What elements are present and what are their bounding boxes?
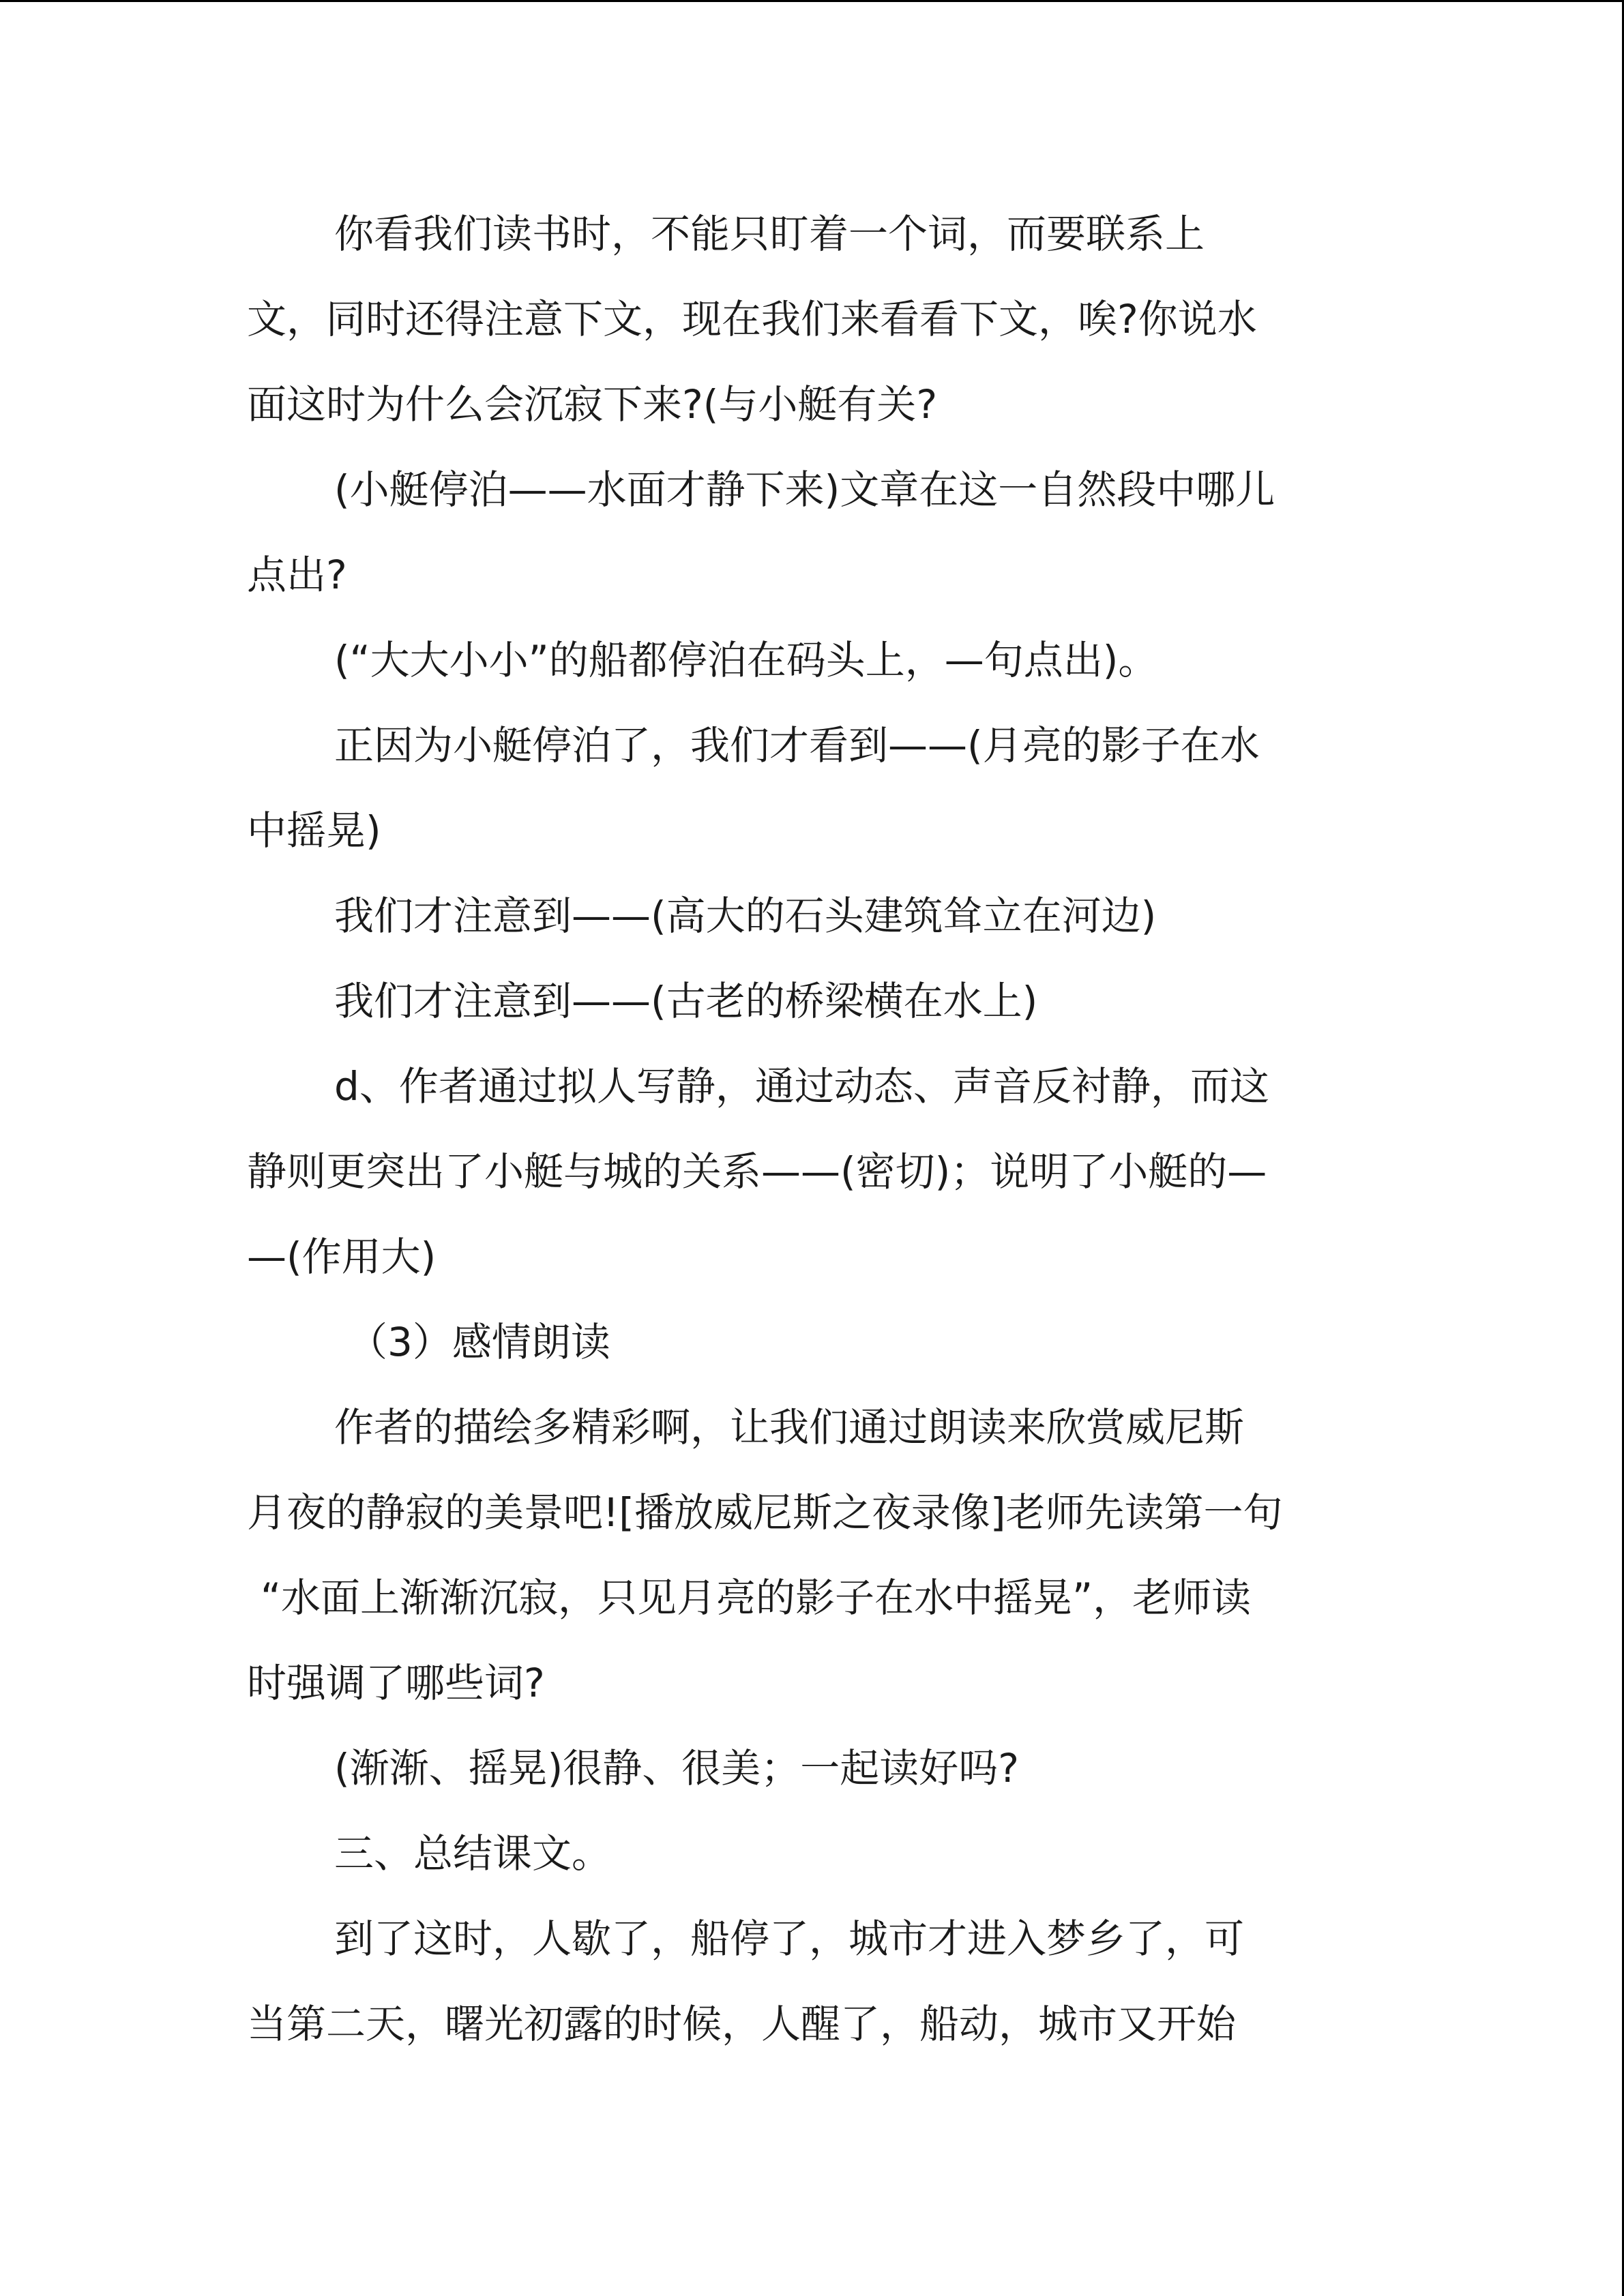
paragraph-line: 作者的描绘多精彩啊，让我们通过朗读来欣赏威尼斯 — [334, 1404, 1245, 1450]
paragraph-line: 月夜的静寂的美景吧![播放威尼斯之夜录像]老师先读第一句 — [247, 1489, 1283, 1536]
paragraph-line: (渐渐、摇晃)很静、很美；一起读好吗? — [334, 1745, 1020, 1791]
paragraph-line: 我们才注意到——(古老的桥梁横在水上) — [334, 978, 1038, 1024]
paragraph-line: (“大大小小”的船都停泊在码头上，—句点出)。 — [334, 637, 1158, 683]
paragraph-line: “水面上渐渐沉寂，只见月亮的影子在水中摇晃”，老师读 — [261, 1575, 1252, 1621]
paragraph-line: —(作用大) — [247, 1234, 437, 1280]
paragraph-line: 中摇晃) — [247, 807, 381, 854]
paragraph-line: 文，同时还得注意下文，现在我们来看看下文，唉?你说水 — [247, 296, 1257, 342]
paragraph-line: 面这时为什么会沉寂下来?(与小艇有关? — [247, 381, 938, 428]
section-heading: 三、总结课文。 — [334, 1830, 612, 1877]
paragraph-line: 时强调了哪些词? — [247, 1660, 545, 1706]
paragraph-line: (小艇停泊——水面才静下来)文章在这一自然段中哪儿 — [334, 466, 1275, 513]
paragraph-line: 到了这时，人歇了，船停了，城市才进入梦乡了，可 — [334, 1915, 1245, 1962]
paragraph-line: d、作者通过拟人写静，通过动态、声音反衬静，而这 — [334, 1063, 1269, 1109]
document-body — [247, 192, 1379, 2067]
paragraph-line: 你看我们读书时，不能只盯着一个词，而要联系上 — [334, 211, 1205, 257]
paragraph-line: 静则更突出了小艇与城的关系——(密切)；说明了小艇的— — [247, 1148, 1267, 1195]
section-heading: （3）感情朗读 — [348, 1319, 610, 1365]
paragraph-line: 我们才注意到——(高大的石头建筑耸立在河边) — [334, 893, 1157, 939]
paragraph-line: 正因为小艇停泊了，我们才看到——(月亮的影子在水 — [334, 722, 1260, 769]
paragraph-line: 当第二天，曙光初露的时候，人醒了，船动，城市又开始 — [247, 2001, 1237, 2047]
paragraph-line: 点出? — [247, 552, 347, 598]
